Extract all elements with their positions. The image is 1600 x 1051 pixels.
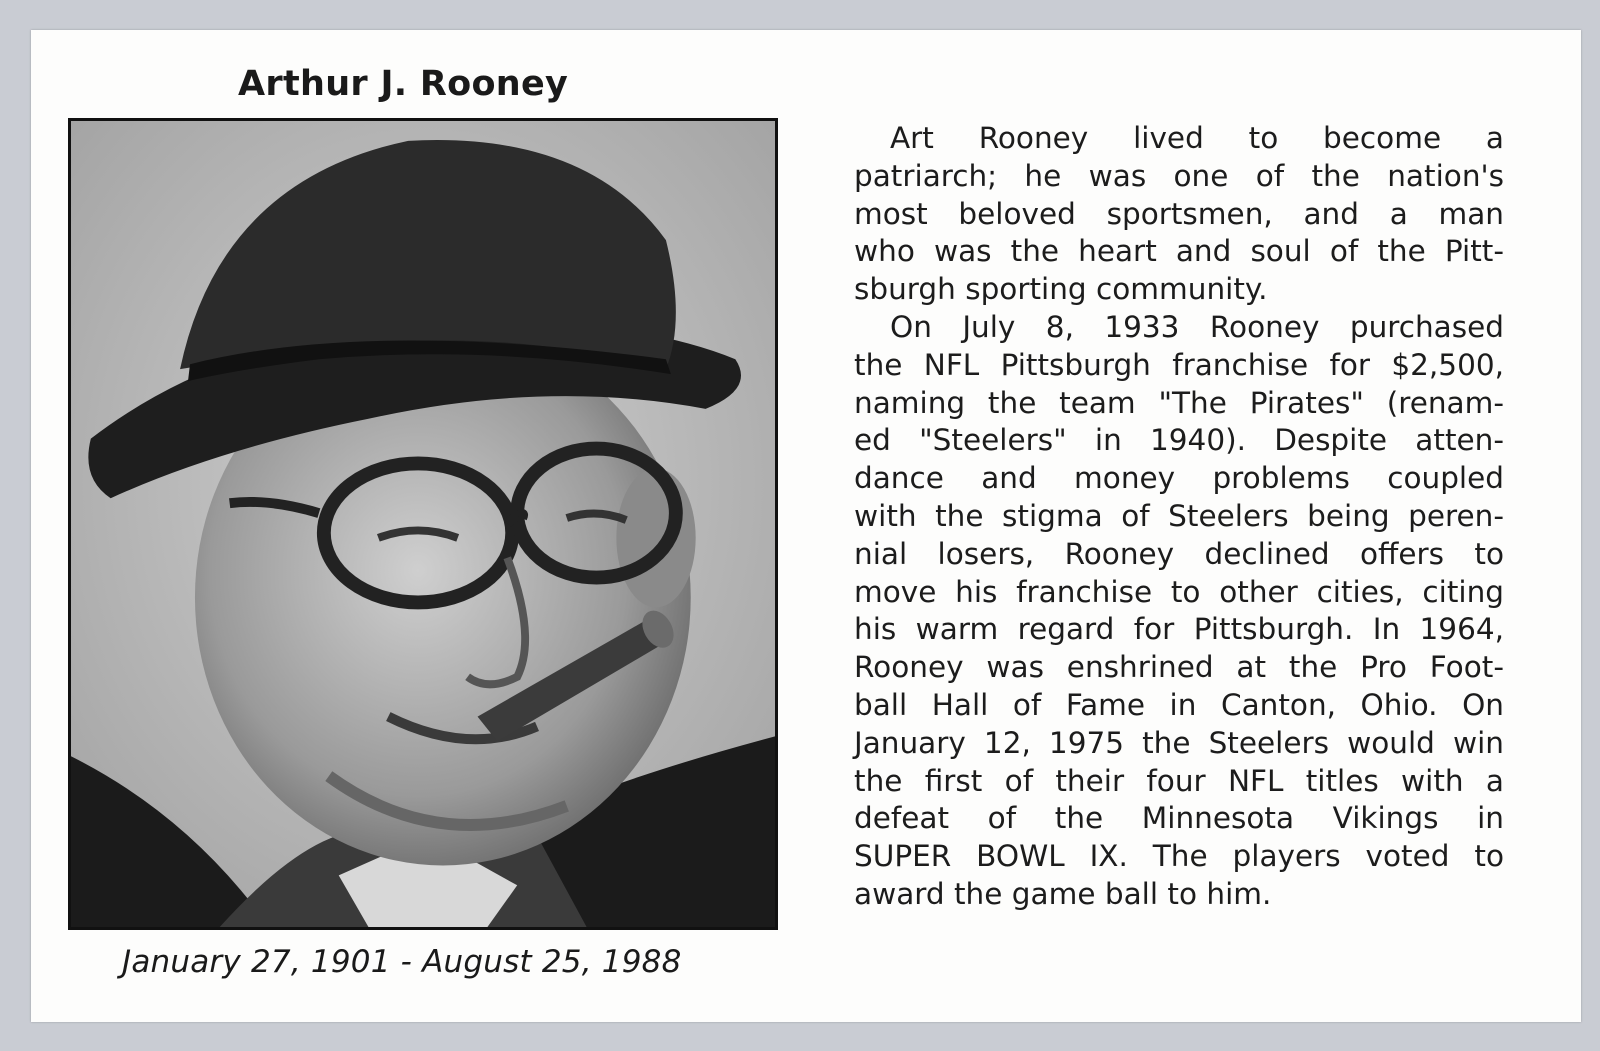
bio-line: award the game ball to him. [854, 876, 1272, 911]
bio-line: dance and money problems coupled [854, 461, 1504, 496]
bio-line: Rooney was enshrined at the Pro Foot- [854, 650, 1504, 685]
bio-line: defeat of the Minnesota Vikings in [854, 801, 1504, 836]
bio-line: the first of their four NFL titles with a [854, 763, 1504, 798]
life-dates: January 27, 1901 - August 25, 1988 [122, 944, 682, 980]
bio-line: On July 8, 1933 Rooney purchased [890, 309, 1504, 344]
bio-line: most beloved sportsmen, and a man [854, 196, 1504, 231]
bio-line: the NFL Pittsburgh franchise for $2,500, [854, 347, 1504, 382]
bio-line: ed "Steelers" in 1940). Despite atten- [854, 423, 1504, 458]
bio-line: his warm regard for Pittsburgh. In 1964, [854, 612, 1504, 647]
bio-line: patriarch; he was one of the nation's [854, 158, 1504, 193]
bio-line: move his franchise to other cities, citing [854, 574, 1504, 609]
portrait-photo [68, 118, 778, 930]
biography-text [854, 120, 1504, 914]
bio-line: sburgh sporting community. [854, 272, 1268, 307]
bio-line: ball Hall of Fame in Canton, Ohio. On [854, 687, 1504, 722]
bio-line: naming the team "The Pirates" (renam- [854, 385, 1504, 420]
bio-line: January 12, 1975 the Steelers would win [854, 725, 1504, 760]
bio-line: nial losers, Rooney declined offers to [854, 536, 1504, 571]
bio-line: who was the heart and soul of the Pitt- [854, 234, 1504, 269]
card-title: Arthur J. Rooney [238, 64, 569, 104]
bio-line: Art Rooney lived to become a [890, 121, 1504, 155]
portrait-image [71, 121, 775, 927]
bio-line: with the stigma of Steelers being peren- [854, 498, 1504, 533]
bio-line: SUPER BOWL IX. The players voted to [854, 839, 1504, 874]
